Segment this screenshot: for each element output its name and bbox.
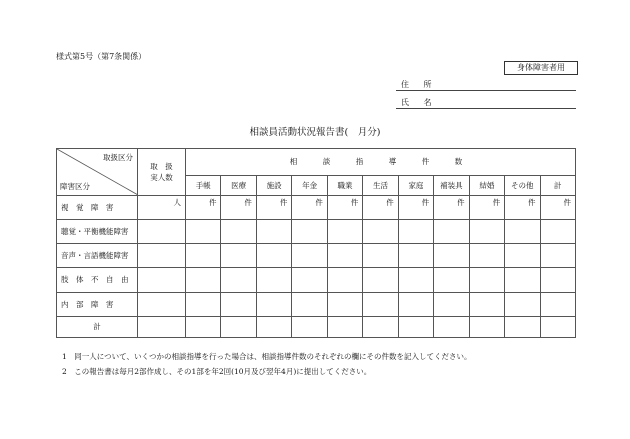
row-label: 肢 体 不 自 由 bbox=[57, 268, 138, 292]
case-entry-cell[interactable] bbox=[505, 220, 540, 244]
case-entry-cell[interactable] bbox=[292, 292, 327, 316]
case-unit-cell[interactable]: 件 bbox=[256, 196, 291, 220]
case-entry-cell[interactable] bbox=[363, 244, 398, 268]
case-entry-cell[interactable] bbox=[327, 220, 362, 244]
name-label: 氏 名 bbox=[401, 98, 438, 107]
table-row bbox=[57, 316, 576, 337]
persons-entry-cell[interactable] bbox=[138, 292, 186, 316]
case-unit-cell[interactable]: 件 bbox=[398, 196, 433, 220]
case-entry-cell[interactable] bbox=[186, 244, 221, 268]
column-header: 職業 bbox=[327, 175, 362, 195]
case-entry-cell[interactable] bbox=[327, 316, 362, 337]
address-label: 住 所 bbox=[401, 80, 438, 89]
case-entry-cell[interactable] bbox=[327, 244, 362, 268]
case-entry-cell[interactable] bbox=[292, 220, 327, 244]
note-1: 1 同一人について、いくつかの相談指導を行った場合は、相談指導件数のそれぞれの欄にその件数を記入してください。 bbox=[62, 352, 472, 361]
row-label: 計 bbox=[57, 316, 138, 337]
persons-entry-cell[interactable] bbox=[138, 316, 186, 337]
column-header: 家庭 bbox=[398, 175, 433, 195]
column-header: 補装具 bbox=[434, 175, 469, 195]
case-entry-cell[interactable] bbox=[256, 220, 291, 244]
report-table bbox=[56, 148, 576, 338]
case-unit-cell[interactable]: 件 bbox=[363, 196, 398, 220]
case-entry-cell[interactable] bbox=[256, 244, 291, 268]
consult-header: 相 談 指 導 件 数 bbox=[186, 149, 576, 176]
corner-top-label: 取扱区分 bbox=[103, 153, 133, 162]
case-unit-cell[interactable]: 件 bbox=[505, 196, 540, 220]
case-unit-cell[interactable]: 件 bbox=[221, 196, 256, 220]
case-entry-cell[interactable] bbox=[221, 220, 256, 244]
column-header: 結婚 bbox=[469, 175, 504, 195]
case-entry-cell[interactable] bbox=[434, 244, 469, 268]
category-box: 身体障害者用 bbox=[504, 61, 578, 75]
row-label: 聴覚・平衡機能障害 bbox=[57, 220, 138, 244]
column-header: 計 bbox=[540, 175, 575, 195]
case-entry-cell[interactable] bbox=[256, 268, 291, 292]
name-line bbox=[396, 108, 576, 109]
case-entry-cell[interactable] bbox=[505, 292, 540, 316]
case-entry-cell[interactable] bbox=[398, 316, 433, 337]
case-entry-cell[interactable] bbox=[398, 220, 433, 244]
case-entry-cell[interactable] bbox=[363, 316, 398, 337]
case-entry-cell[interactable] bbox=[469, 292, 504, 316]
case-entry-cell[interactable] bbox=[434, 268, 469, 292]
persons-entry-cell[interactable] bbox=[138, 220, 186, 244]
case-entry-cell[interactable] bbox=[434, 220, 469, 244]
case-entry-cell[interactable] bbox=[540, 316, 575, 337]
case-entry-cell[interactable] bbox=[363, 220, 398, 244]
case-entry-cell[interactable] bbox=[221, 244, 256, 268]
case-entry-cell[interactable] bbox=[292, 244, 327, 268]
row-label: 内 部 障 害 bbox=[57, 292, 138, 316]
case-entry-cell[interactable] bbox=[186, 268, 221, 292]
case-entry-cell[interactable] bbox=[292, 268, 327, 292]
persons-unit-cell[interactable]: 人 bbox=[138, 196, 186, 220]
case-entry-cell[interactable] bbox=[292, 316, 327, 337]
row-label: 音声・言語機能障害 bbox=[57, 244, 138, 268]
case-entry-cell[interactable] bbox=[540, 220, 575, 244]
column-header: 手帳 bbox=[186, 175, 221, 195]
corner-header-cell bbox=[57, 149, 138, 196]
case-entry-cell[interactable] bbox=[186, 316, 221, 337]
case-entry-cell[interactable] bbox=[469, 268, 504, 292]
case-entry-cell[interactable] bbox=[540, 292, 575, 316]
case-entry-cell[interactable] bbox=[221, 268, 256, 292]
report-title: 相談員活動状況報告書( 月分) bbox=[249, 127, 381, 138]
case-entry-cell[interactable] bbox=[327, 268, 362, 292]
case-entry-cell[interactable] bbox=[363, 292, 398, 316]
case-entry-cell[interactable] bbox=[221, 292, 256, 316]
corner-bottom-label: 障害区分 bbox=[60, 182, 90, 191]
table-row bbox=[57, 220, 576, 244]
case-entry-cell[interactable] bbox=[186, 220, 221, 244]
column-header: 年金 bbox=[292, 175, 327, 195]
address-line bbox=[396, 90, 576, 91]
case-entry-cell[interactable] bbox=[540, 244, 575, 268]
persons-header: 取 扱 実人数 bbox=[138, 149, 186, 196]
column-header: その他 bbox=[505, 175, 540, 195]
case-entry-cell[interactable] bbox=[398, 268, 433, 292]
case-unit-cell[interactable]: 件 bbox=[434, 196, 469, 220]
case-entry-cell[interactable] bbox=[434, 292, 469, 316]
case-unit-cell[interactable]: 件 bbox=[292, 196, 327, 220]
case-unit-cell[interactable]: 件 bbox=[186, 196, 221, 220]
case-entry-cell[interactable] bbox=[505, 268, 540, 292]
column-header: 医療 bbox=[221, 175, 256, 195]
persons-entry-cell[interactable] bbox=[138, 268, 186, 292]
case-entry-cell[interactable] bbox=[505, 316, 540, 337]
column-header: 施設 bbox=[256, 175, 291, 195]
case-entry-cell[interactable] bbox=[434, 316, 469, 337]
case-entry-cell[interactable] bbox=[505, 244, 540, 268]
case-unit-cell[interactable]: 件 bbox=[327, 196, 362, 220]
case-entry-cell[interactable] bbox=[398, 292, 433, 316]
case-entry-cell[interactable] bbox=[469, 220, 504, 244]
case-entry-cell[interactable] bbox=[256, 316, 291, 337]
table-row bbox=[57, 196, 576, 220]
case-entry-cell[interactable] bbox=[221, 316, 256, 337]
table-row bbox=[57, 244, 576, 268]
table-row bbox=[57, 292, 576, 316]
row-label: 視 覚 障 害 bbox=[57, 196, 138, 220]
case-entry-cell[interactable] bbox=[186, 292, 221, 316]
case-entry-cell[interactable] bbox=[398, 244, 433, 268]
persons-entry-cell[interactable] bbox=[138, 244, 186, 268]
case-entry-cell[interactable] bbox=[469, 316, 504, 337]
case-entry-cell[interactable] bbox=[256, 292, 291, 316]
form-number: 様式第5号（第7条関係） bbox=[56, 52, 147, 61]
table-row bbox=[57, 268, 576, 292]
case-entry-cell[interactable] bbox=[327, 292, 362, 316]
case-unit-cell[interactable]: 件 bbox=[540, 196, 575, 220]
note-2: 2 この報告書は毎月2部作成し、その1部を年2回(10月及び翌年4月)に提出してください。 bbox=[62, 367, 372, 376]
case-entry-cell[interactable] bbox=[469, 244, 504, 268]
case-entry-cell[interactable] bbox=[540, 268, 575, 292]
column-header: 生活 bbox=[363, 175, 398, 195]
case-entry-cell[interactable] bbox=[363, 268, 398, 292]
case-unit-cell[interactable]: 件 bbox=[469, 196, 504, 220]
